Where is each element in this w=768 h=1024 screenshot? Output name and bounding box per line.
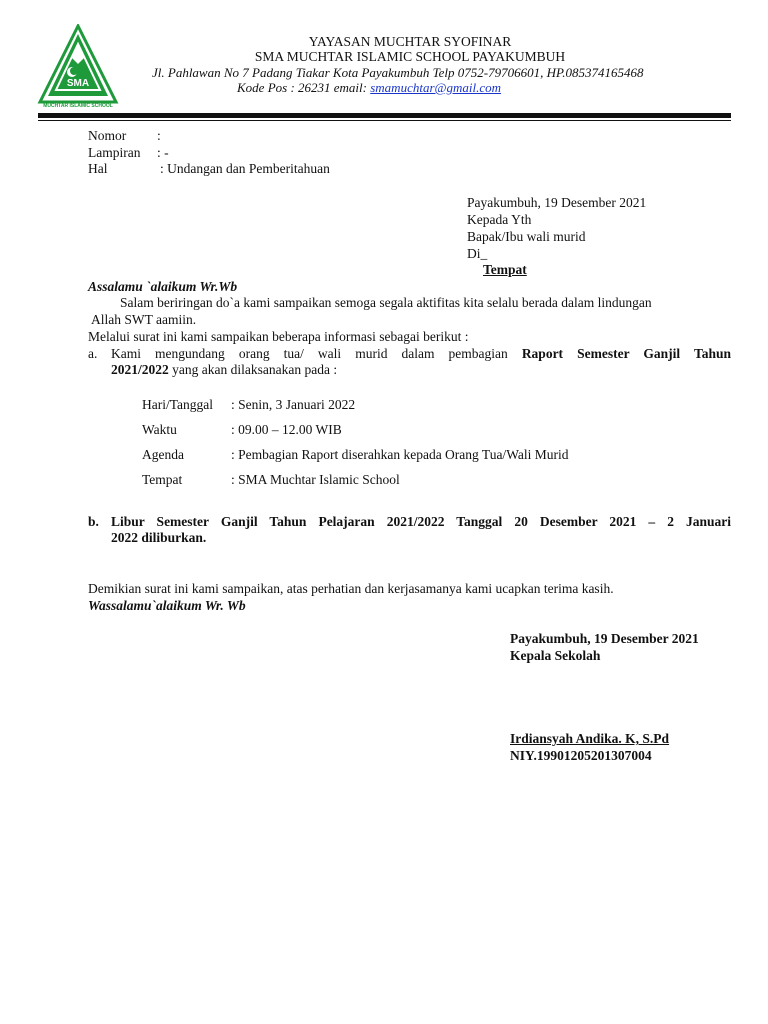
signature-title: Kepala Sekolah xyxy=(510,648,601,663)
header-rule-thin xyxy=(38,120,731,121)
nomor-label: Nomor xyxy=(88,128,127,143)
recipient-name: Bapak/Ibu wali murid xyxy=(467,229,586,244)
item-a-line-1 xyxy=(111,346,731,362)
logo-sma-text: SMA xyxy=(66,78,90,89)
logo-ring-text: MUCHTAR ISLAMIC SCHOOL xyxy=(43,103,113,108)
hal-value: : Undangan dan Pemberitahuan xyxy=(160,161,330,176)
item-a-line-2 xyxy=(111,362,337,378)
school-name: SMA MUCHTAR ISLAMIC SCHOOL PAYAKUMBUH xyxy=(254,49,566,64)
letter-place-date: Payakumbuh, 19 Desember 2021 xyxy=(467,195,647,210)
postal-text: Kode Pos : 26231 email: xyxy=(237,80,371,95)
signatory-name: Irdiansyah Andika. K, S.Pd xyxy=(510,731,670,746)
foundation-name: YAYASAN MUCHTAR SYOFINAR xyxy=(308,34,512,49)
item-b-line-1: Libur Semester Ganjil Tahun Pelajaran 2021/2022 Tanggal 20 Desember 2021 – 2 Januari xyxy=(111,514,731,529)
detail-value: : Pembagian Raport diserahkan kepada Orang Tua/Wali Murid xyxy=(231,447,569,462)
paragraph-1-line-1: Salam beriringan do`a kami sampaikan semoga segala aktifitas kita selalu berada dalam lindungan xyxy=(120,295,652,310)
detail-label: Tempat xyxy=(142,472,183,487)
detail-value: : SMA Muchtar Islamic School xyxy=(231,472,400,487)
closing-paragraph: Demikian surat ini kami sampaikan, atas perhatian dan kerjasamanya kami ucapkan terima kasih. xyxy=(88,581,614,596)
recipient-di: Di_ xyxy=(467,246,488,261)
nomor-value: : xyxy=(157,128,161,143)
header-rule-thick xyxy=(38,113,731,118)
detail-value: : Senin, 3 Januari 2022 xyxy=(231,397,356,412)
email-link[interactable]: smamuchtar@gmail.com xyxy=(370,80,501,95)
detail-label: Agenda xyxy=(142,447,184,462)
item-a-bold: Raport Semester Ganjil Tahun xyxy=(521,346,731,361)
hal-label: Hal xyxy=(88,161,108,176)
paragraph-1-line-2: Allah SWT aamiin. xyxy=(91,312,197,327)
item-a-marker: a. xyxy=(88,346,98,361)
item-a-rest: yang akan dilaksanakan pada : xyxy=(168,362,338,377)
detail-label: Hari/Tanggal xyxy=(142,397,214,412)
greeting: Assalamu `alaikum Wr.Wb xyxy=(88,279,238,294)
item-b-marker: b. xyxy=(88,514,99,529)
school-address: Jl. Pahlawan No 7 Padang Tiakar Kota Payakumbuh Telp 0752-79706601, HP.085374165468 xyxy=(152,65,644,80)
lampiran-value: : - xyxy=(157,145,169,160)
farewell: Wassalamu`alaikum Wr. Wb xyxy=(88,598,246,613)
recipient-tempat: Tempat xyxy=(483,262,527,277)
item-a-year: 2021/2022 xyxy=(111,362,169,377)
postal-line xyxy=(237,80,501,96)
detail-value: : 09.00 – 12.00 WIB xyxy=(231,422,342,437)
recipient-to: Kepada Yth xyxy=(467,212,532,227)
paragraph-2: Melalui surat ini kami sampaikan beberapa informasi sebagai berikut : xyxy=(88,329,469,344)
lampiran-label: Lampiran xyxy=(88,145,141,160)
school-logo xyxy=(36,24,154,108)
signatory-nip: NIY.19901205201307004 xyxy=(510,748,652,763)
detail-label: Waktu xyxy=(142,422,177,437)
item-a-text: Kami mengundang orang tua/ wali murid dalam pembagian xyxy=(111,346,522,361)
item-b-line-2: 2022 diliburkan. xyxy=(111,530,207,545)
signature-place-date: Payakumbuh, 19 Desember 2021 xyxy=(510,631,699,646)
